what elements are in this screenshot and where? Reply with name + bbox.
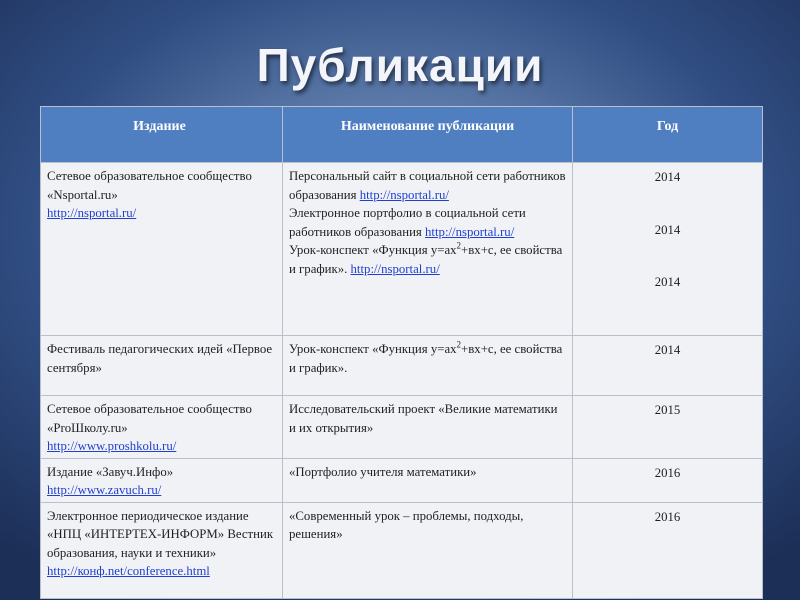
publication-text: +вх+с, ее свойства и график».: [289, 342, 563, 375]
publication-cell: [283, 163, 573, 336]
year-cell: [573, 336, 763, 396]
page-title: Публикации: [256, 39, 544, 91]
column-header-edition: Издание: [41, 107, 283, 163]
publication-text: «Современный урок – проблемы, подходы, решения»: [289, 508, 524, 541]
edition-cell: [41, 458, 283, 502]
year-value: 2014: [654, 222, 681, 237]
year-value: 2016: [654, 509, 681, 524]
publication-text: «Портфолио учителя математики»: [289, 464, 477, 479]
table-row: [41, 502, 763, 598]
edition-name: Сетевое образовательное сообщество «Nsportal.ru»: [47, 169, 252, 202]
edition-cell: [41, 336, 283, 396]
year-value: 2015: [654, 403, 681, 417]
table-row: [41, 396, 763, 459]
edition-link[interactable]: http://www.proshkolu.ru/: [47, 439, 177, 453]
table-header-row: [41, 107, 763, 163]
edition-cell: [41, 396, 283, 459]
publication-link[interactable]: http://nsportal.ru/: [425, 224, 515, 239]
publication-cell: [283, 458, 573, 502]
year-cell: [573, 396, 763, 459]
superscript: 2: [456, 240, 462, 251]
year-value: 2014: [654, 275, 681, 289]
table-row: [41, 336, 763, 396]
publication-text: Исследовательский проект «Великие математики и их открытия»: [289, 402, 558, 435]
publication-text: Электронное портфолио в социальной сети работников образования: [289, 206, 526, 239]
publication-cell: [283, 396, 573, 459]
year-cell: [573, 502, 763, 598]
edition-link[interactable]: http://nsportal.ru/: [47, 206, 137, 220]
edition-cell: [41, 502, 283, 598]
year-value: 2014: [654, 170, 681, 184]
year-value: 2016: [654, 465, 681, 480]
edition-name: Фестиваль педагогических идей «Первое сентября»: [47, 342, 273, 375]
table-row: [41, 458, 763, 502]
column-header-year: Год: [573, 107, 763, 163]
superscript: 2: [456, 339, 462, 350]
year-cell: [573, 163, 763, 336]
publication-cell: [283, 502, 573, 598]
edition-name: Сетевое образовательное сообщество «ProШколу.ru»: [47, 402, 252, 435]
year-cell: [573, 458, 763, 502]
edition-link[interactable]: http://www.zavuch.ru/: [47, 483, 162, 497]
publication-link[interactable]: http://nsportal.ru/: [350, 261, 440, 276]
publications-table: [40, 106, 763, 599]
publication-text: Урок-конспект «Функция у=ах: [289, 342, 457, 356]
year-value: 2014: [654, 343, 681, 357]
publication-text: Урок-конспект «Функция у=ах: [289, 243, 457, 257]
publication-text: +вх+с, ее свойства и график».: [289, 243, 563, 276]
publication-link[interactable]: http://nsportal.ru/: [359, 187, 449, 202]
edition-name: Электронное периодическое издание «НПЦ «ИНТЕРТЕХ-ИНФОРМ» Вестник образования, науки и техники»: [47, 508, 274, 560]
table-row: [41, 163, 763, 336]
column-header-publication: Наименование публикации: [283, 107, 573, 163]
edition-name: Издание «Завуч.Инфо»: [47, 464, 174, 479]
publication-text: Персональный сайт в социальной сети работников образования: [289, 169, 566, 202]
edition-link[interactable]: http://конф.net/conference.html: [47, 564, 210, 578]
edition-cell: [41, 163, 283, 336]
publication-cell: [283, 336, 573, 396]
